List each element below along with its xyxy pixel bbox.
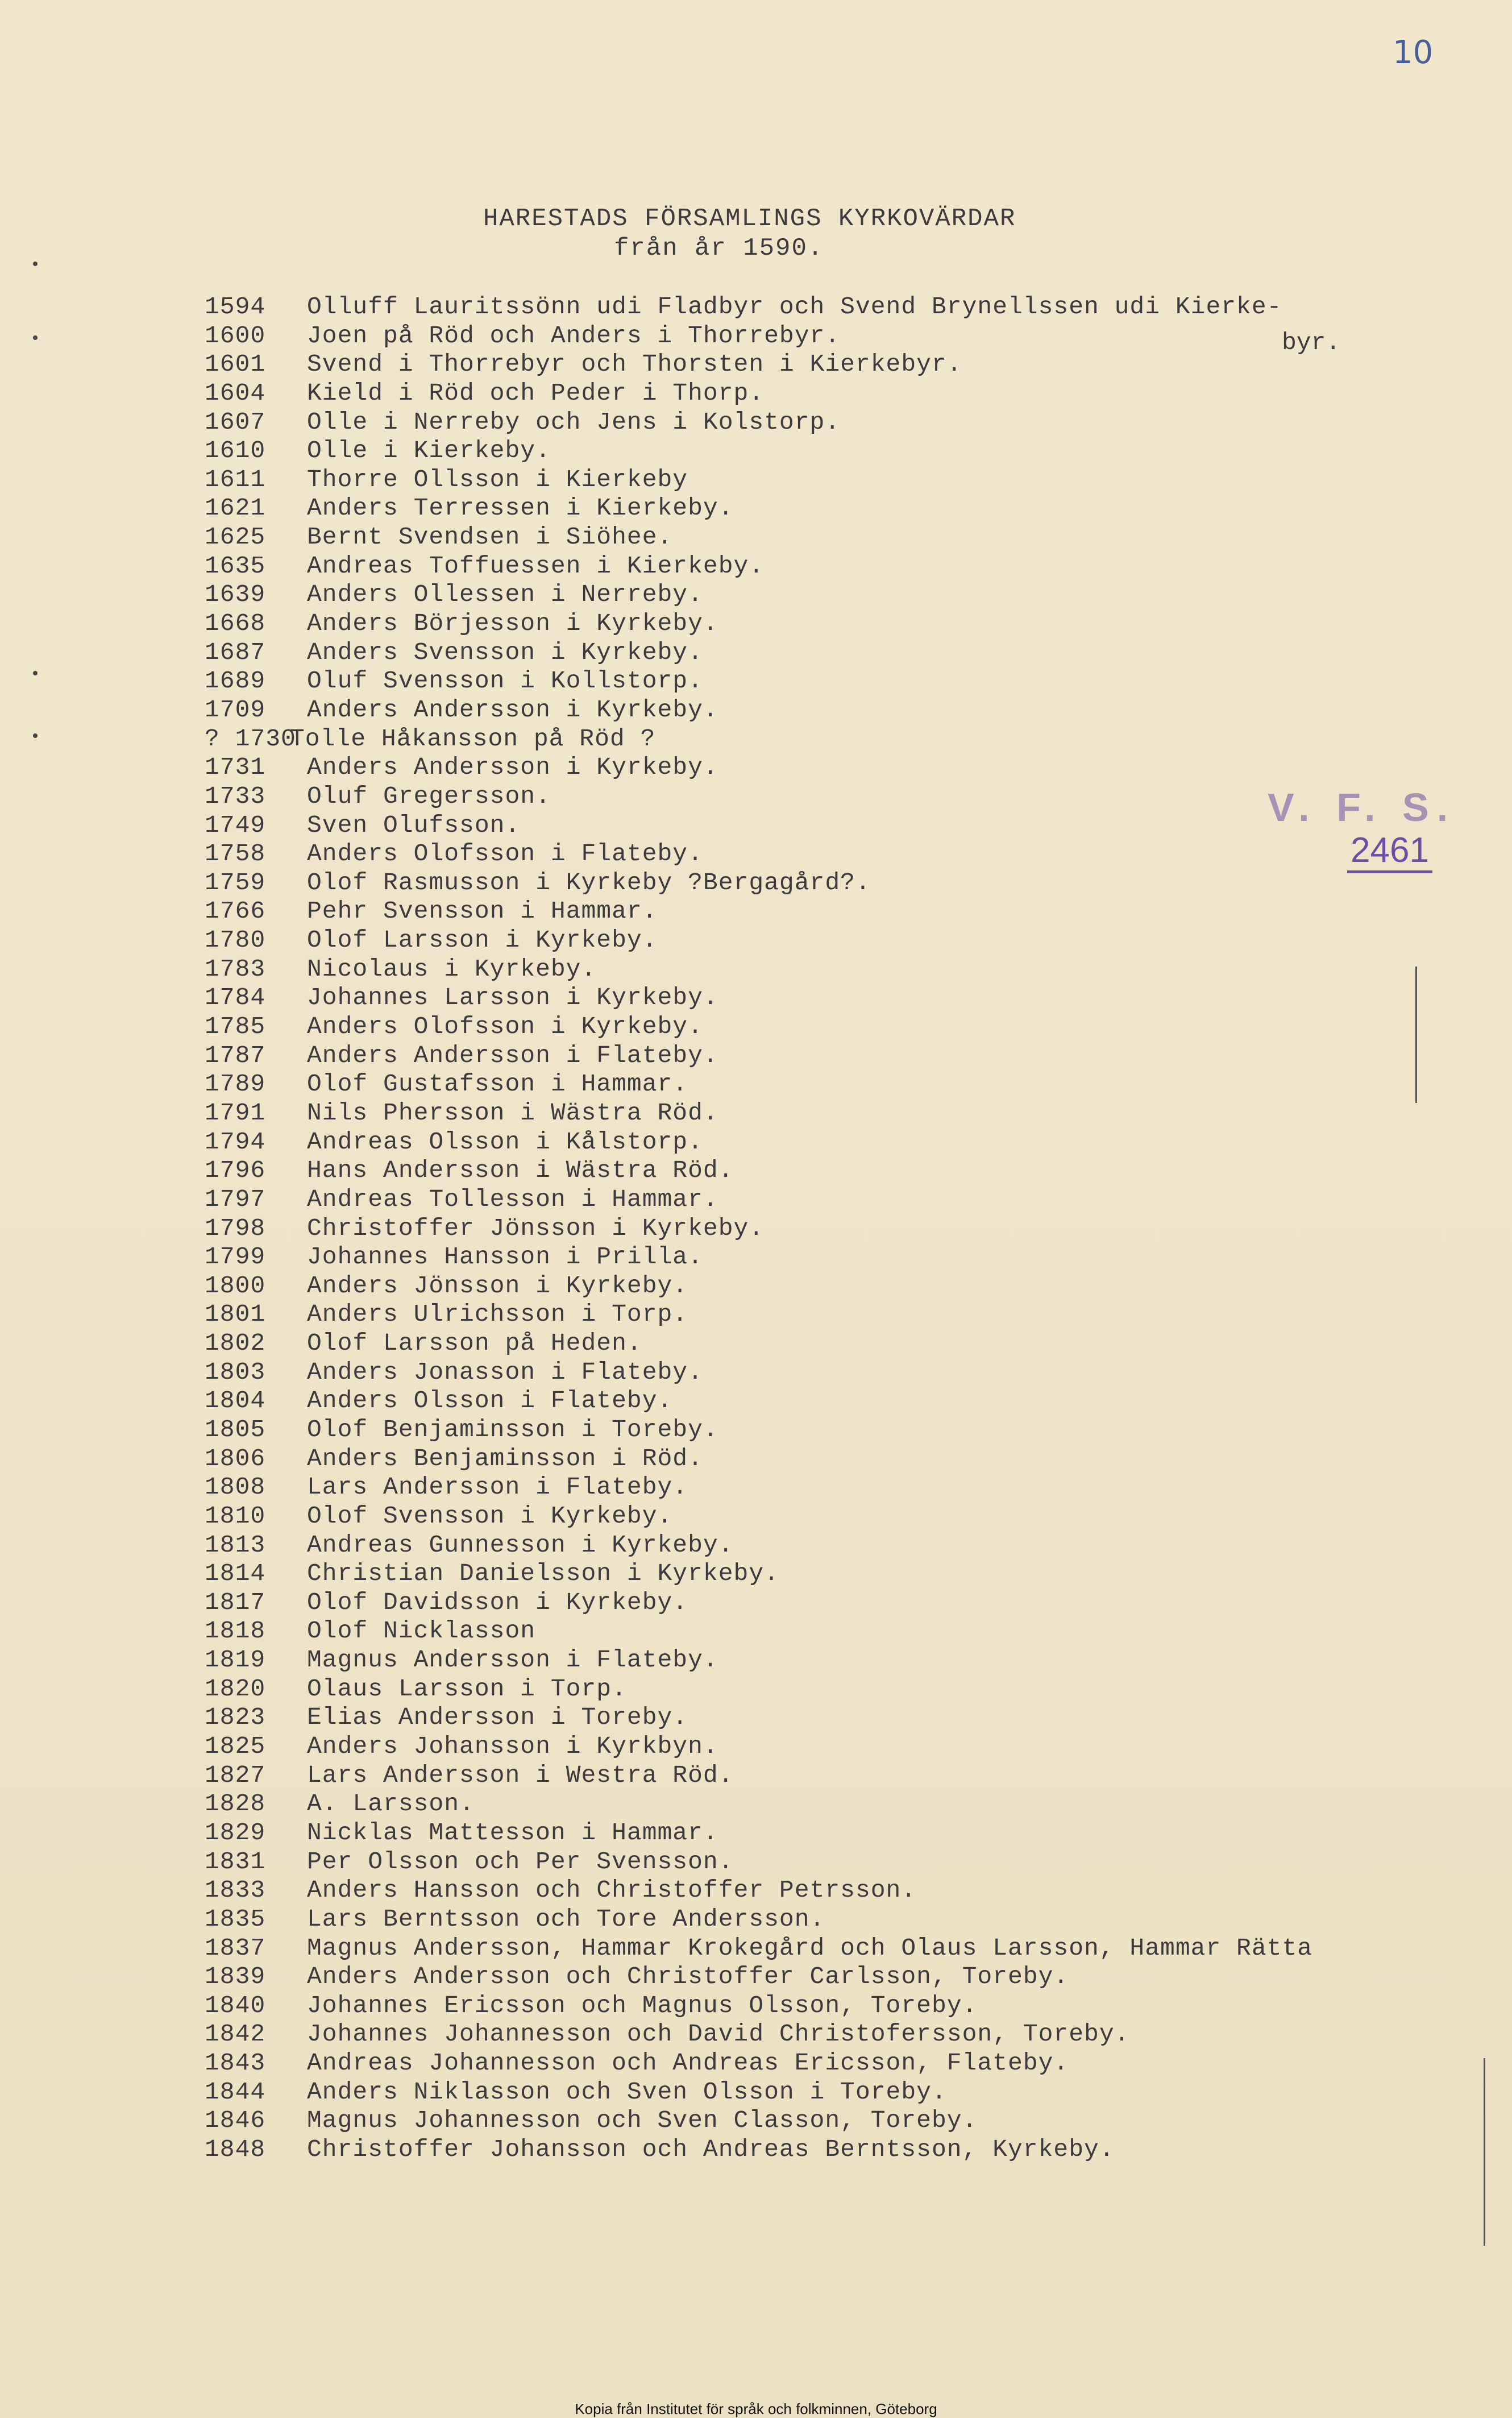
footer-credit: Kopia från Institutet för språk och folkminnen, Göteborg: [575, 2400, 937, 2417]
entry-names: Olaus Larsson i Torp.: [307, 1674, 627, 1703]
entry-year: 1604: [205, 379, 266, 407]
list-item: [205, 1070, 1501, 1099]
entry-year: 1785: [205, 1013, 266, 1041]
entry-year: ? 1730: [205, 724, 296, 753]
entry-year: 1804: [205, 1387, 266, 1415]
entry-year: 1802: [205, 1329, 266, 1358]
list-item: [205, 1560, 1501, 1589]
entry-year: 1800: [205, 1271, 266, 1300]
list-item: [205, 1934, 1501, 1963]
entry-year: 1668: [205, 609, 266, 638]
entry-names: Olof Gustafsson i Hammar.: [307, 1070, 688, 1098]
entry-names: Anders Olsson i Flateby.: [307, 1387, 673, 1415]
entry-names: Anders Jonasson i Flateby.: [307, 1358, 703, 1386]
margin-mark: [33, 262, 38, 266]
entry-names: Hans Andersson i Wästra Röd.: [307, 1156, 734, 1185]
list-item: [205, 667, 1501, 696]
entry-year: 1758: [205, 840, 266, 868]
archive-stamp: [1268, 785, 1456, 870]
entry-names: Magnus Johannesson och Sven Classon, Toreby.: [307, 2106, 978, 2135]
document-title: HARESTADS FÖRSAMLINGS KYRKOVÄRDAR: [483, 205, 1016, 233]
list-item: [205, 1042, 1501, 1071]
entry-year: 1625: [205, 523, 266, 551]
entry-year: 1731: [205, 753, 266, 782]
entry-names: Magnus Andersson i Flateby.: [307, 1646, 718, 1674]
list-item: [205, 1156, 1501, 1185]
list-item: [205, 2135, 1501, 2164]
entry-names: Anders Svensson i Kyrkeby.: [307, 638, 703, 666]
entry-year: 1813: [205, 1531, 266, 1559]
entry-names: Oluf Gregersson.: [307, 782, 551, 810]
entry-names: Anders Andersson och Christoffer Carlsson, Toreby.: [307, 1963, 1069, 1991]
entry-names: Olle i Kierkeby.: [307, 437, 551, 465]
list-item: [205, 408, 1501, 437]
entry-names: Anders Olofsson i Kyrkeby.: [307, 1013, 703, 1041]
entry-names: Bernt Svendsen i Siöhee.: [307, 523, 673, 551]
list-item: [205, 1617, 1501, 1646]
list-item: [205, 1502, 1501, 1531]
entry-names: Nicolaus i Kyrkeby.: [307, 955, 597, 983]
margin-mark: [33, 335, 38, 340]
list-item: [205, 379, 1501, 408]
entry-names: Anders Hansson och Christoffer Petrsson.: [307, 1876, 917, 1905]
entry-year: 1803: [205, 1358, 266, 1386]
entry-year: 1810: [205, 1502, 266, 1530]
entry-names: Olle i Nerreby och Jens i Kolstorp.: [307, 408, 841, 436]
list-item: [205, 1128, 1501, 1157]
entry-names: Olof Rasmusson i Kyrkeby ?Bergagård?.: [307, 868, 871, 897]
entry-year: 1819: [205, 1646, 266, 1674]
entry-names: Olof Svensson i Kyrkeby.: [307, 1502, 673, 1530]
entry-year: 1759: [205, 868, 266, 897]
entry-names: Olof Larsson på Heden.: [307, 1329, 642, 1358]
list-item: [205, 926, 1501, 955]
entry-names: Christian Danielsson i Kyrkeby.: [307, 1560, 779, 1588]
list-item: [205, 494, 1501, 523]
entry-year: 1635: [205, 551, 266, 580]
entry-year: 1621: [205, 494, 266, 522]
entry-names: Anders Andersson i Kyrkeby.: [307, 753, 718, 782]
list-item: [205, 1790, 1501, 1819]
line-continuation: byr.: [1282, 329, 1341, 356]
entry-year: 1784: [205, 984, 266, 1012]
entry-names: Andreas Gunnesson i Kyrkeby.: [307, 1531, 734, 1559]
list-item: [205, 2078, 1501, 2107]
entry-names: Anders Olofsson i Flateby.: [307, 840, 703, 868]
list-item: [205, 1992, 1501, 2021]
entry-year: 1796: [205, 1156, 266, 1185]
list-item: [205, 840, 1501, 869]
entry-names: Lars Berntsson och Tore Andersson.: [307, 1905, 825, 1933]
entry-year: 1833: [205, 1876, 266, 1905]
entry-year: 1607: [205, 408, 266, 436]
list-item: [205, 897, 1501, 926]
entry-names: Johannes Hansson i Prilla.: [307, 1243, 703, 1271]
list-item: [205, 984, 1501, 1013]
list-item: [205, 1589, 1501, 1617]
list-item: [205, 1416, 1501, 1445]
entry-names: Elias Andersson i Toreby.: [307, 1703, 688, 1732]
entry-year: 1794: [205, 1127, 266, 1156]
entry-names: Lars Andersson i Flateby.: [307, 1473, 688, 1502]
list-item: [205, 1761, 1501, 1790]
list-item: [205, 955, 1501, 984]
list-item: [205, 580, 1501, 609]
list-item: [205, 1646, 1501, 1675]
entry-names: Magnus Andersson, Hammar Krokegård och Olaus Larsson, Hammar Rätta: [307, 1934, 1313, 1962]
entry-names: Anders Jönsson i Kyrkeby.: [307, 1271, 688, 1300]
margin-rule: [1415, 967, 1417, 1103]
entry-year: 1829: [205, 1818, 266, 1847]
entry-names: Nils Phersson i Wästra Röd.: [307, 1098, 718, 1127]
entry-names: Johannes Ericsson och Magnus Olsson, Toreby.: [307, 1991, 978, 2019]
entry-year: 1817: [205, 1588, 266, 1616]
list-item: [205, 1214, 1501, 1243]
entry-year: 1594: [205, 293, 266, 321]
entry-year: 1791: [205, 1098, 266, 1127]
list-item: [205, 1387, 1501, 1416]
entry-year: 1801: [205, 1300, 266, 1329]
list-item: [205, 466, 1501, 495]
document-subtitle: från år 1590.: [614, 234, 824, 263]
entry-names: Sven Olufsson.: [307, 811, 521, 839]
list-item: [205, 725, 1501, 754]
entry-names: Lars Andersson i Westra Röd.: [307, 1761, 734, 1789]
page-number: 10: [1393, 34, 1434, 71]
entry-year: 1787: [205, 1041, 266, 1069]
list-item: [205, 609, 1501, 638]
list-item: [205, 1905, 1501, 1934]
list-item: [205, 1473, 1501, 1502]
entry-year: 1610: [205, 437, 266, 465]
entry-year: 1837: [205, 1934, 266, 1962]
entry-names: Kield i Röd och Peder i Thorp.: [307, 379, 765, 407]
entry-year: 1840: [205, 1991, 266, 2019]
list-item: [205, 1013, 1501, 1042]
entry-year: 1766: [205, 897, 266, 926]
list-item: [205, 638, 1501, 667]
entry-year: 1601: [205, 350, 266, 379]
entry-names: Anders Andersson i Kyrkeby.: [307, 695, 718, 724]
entry-year: 1611: [205, 465, 266, 493]
entry-year: 1828: [205, 1790, 266, 1818]
list-item: [205, 696, 1501, 725]
entry-year: 1780: [205, 926, 266, 955]
list-item: [205, 1099, 1501, 1128]
entry-names: Nicklas Mattesson i Hammar.: [307, 1818, 718, 1847]
entry-year: 1805: [205, 1415, 266, 1444]
entry-names: Anders Ollessen i Nerreby.: [307, 580, 703, 609]
stamp-number: 2461: [1347, 830, 1432, 873]
entry-year: 1835: [205, 1905, 266, 1933]
entry-names: Johannes Larsson i Kyrkeby.: [307, 984, 718, 1012]
entry-names: Johannes Johannesson och David Christofersson, Toreby.: [307, 2020, 1130, 2048]
margin-rule: [1484, 2058, 1485, 2246]
list-item: [205, 1272, 1501, 1301]
list-item: [205, 437, 1501, 466]
entry-year: 1848: [205, 2135, 266, 2163]
entry-names: Olof Nicklasson: [307, 1617, 536, 1645]
entry-year: 1831: [205, 1847, 266, 1876]
entry-year: 1799: [205, 1243, 266, 1271]
entry-names: Anders Terressen i Kierkeby.: [307, 494, 734, 522]
list-item: [205, 1243, 1501, 1272]
list-item: [205, 1358, 1501, 1387]
list-item: [205, 1732, 1501, 1761]
entry-year: 1798: [205, 1214, 266, 1242]
list-item: [205, 1531, 1501, 1560]
entry-year: 1825: [205, 1732, 266, 1761]
list-item: [205, 523, 1501, 552]
entry-year: 1783: [205, 955, 266, 983]
margin-mark: [33, 733, 38, 738]
entry-names: Christoffer Johansson och Andreas Berntsson, Kyrkeby.: [307, 2135, 1115, 2163]
entry-names: Olof Benjaminsson i Toreby.: [307, 1415, 718, 1444]
entry-year: 1823: [205, 1703, 266, 1732]
list-item: [205, 869, 1501, 898]
entry-names: Anders Benjaminsson i Röd.: [307, 1444, 703, 1473]
list-item: [205, 753, 1501, 782]
entry-names: Pehr Svensson i Hammar.: [307, 897, 658, 926]
entry-names: Tolle Håkansson på Röd ?: [290, 724, 656, 753]
entry-year: 1639: [205, 580, 266, 609]
list-item: [205, 1675, 1501, 1704]
warden-list: [205, 293, 1501, 2164]
entry-names: Per Olsson och Per Svensson.: [307, 1847, 734, 1876]
entry-names: Andreas Tollesson i Hammar.: [307, 1185, 718, 1213]
entry-year: 1814: [205, 1560, 266, 1588]
entry-names: Anders Johansson i Kyrkbyn.: [307, 1732, 718, 1761]
entry-year: 1839: [205, 1963, 266, 1991]
entry-year: 1844: [205, 2077, 266, 2106]
list-item: [205, 552, 1501, 581]
list-item: [205, 1300, 1501, 1329]
entry-names: Andreas Toffuessen i Kierkeby.: [307, 551, 765, 580]
entry-year: 1709: [205, 695, 266, 724]
list-item: [205, 1329, 1501, 1358]
entry-year: 1749: [205, 811, 266, 839]
entry-names: Olof Davidsson i Kyrkeby.: [307, 1588, 688, 1616]
entry-names: Joen på Röd och Anders i Thorrebyr.: [307, 321, 841, 350]
stamp-letters: V. F. S.: [1268, 785, 1456, 829]
entry-names: A. Larsson.: [307, 1790, 475, 1818]
entry-year: 1733: [205, 782, 266, 810]
entry-names: Olof Larsson i Kyrkeby.: [307, 926, 658, 955]
entry-year: 1600: [205, 321, 266, 350]
list-item: [205, 1963, 1501, 1992]
entry-year: 1842: [205, 2020, 266, 2048]
entry-names: Andreas Johannesson och Andreas Ericsson, Flateby.: [307, 2049, 1069, 2077]
list-item: [205, 1876, 1501, 1905]
entry-year: 1820: [205, 1674, 266, 1703]
entry-year: 1797: [205, 1185, 266, 1213]
entry-names: Thorre Ollsson i Kierkeby: [307, 465, 688, 493]
entry-year: 1806: [205, 1444, 266, 1473]
entry-year: 1687: [205, 638, 266, 666]
list-item: [205, 1185, 1501, 1214]
entry-names: Christoffer Jönsson i Kyrkeby.: [307, 1214, 765, 1242]
entry-names: Anders Ulrichsson i Torp.: [307, 1300, 688, 1329]
entry-names: Anders Börjesson i Kyrkeby.: [307, 609, 718, 638]
list-item: [205, 2106, 1501, 2135]
entry-names: Oluf Svensson i Kollstorp.: [307, 667, 703, 695]
entry-names: Anders Andersson i Flateby.: [307, 1041, 718, 1069]
entry-names: Olluff Lauritssönn udi Fladbyr och Svend Brynellssen udi Kierke-: [307, 293, 1282, 321]
list-item: [205, 293, 1501, 322]
margin-mark: [33, 671, 38, 675]
entry-names: Svend i Thorrebyr och Thorsten i Kierkebyr.: [307, 350, 962, 379]
list-item: [205, 1703, 1501, 1732]
list-item: [205, 1445, 1501, 1474]
entry-year: 1689: [205, 667, 266, 695]
entry-year: 1808: [205, 1473, 266, 1502]
entry-year: 1818: [205, 1617, 266, 1645]
list-item: [205, 1848, 1501, 1877]
list-item: [205, 2049, 1501, 2078]
list-item: [205, 2020, 1501, 2049]
entry-year: 1789: [205, 1070, 266, 1098]
entry-year: 1827: [205, 1761, 266, 1789]
entry-names: Anders Niklasson och Sven Olsson i Toreby.: [307, 2077, 947, 2106]
entry-year: 1846: [205, 2106, 266, 2135]
entry-names: Andreas Olsson i Kålstorp.: [307, 1127, 703, 1156]
list-item: [205, 1819, 1501, 1848]
entry-year: 1843: [205, 2049, 266, 2077]
